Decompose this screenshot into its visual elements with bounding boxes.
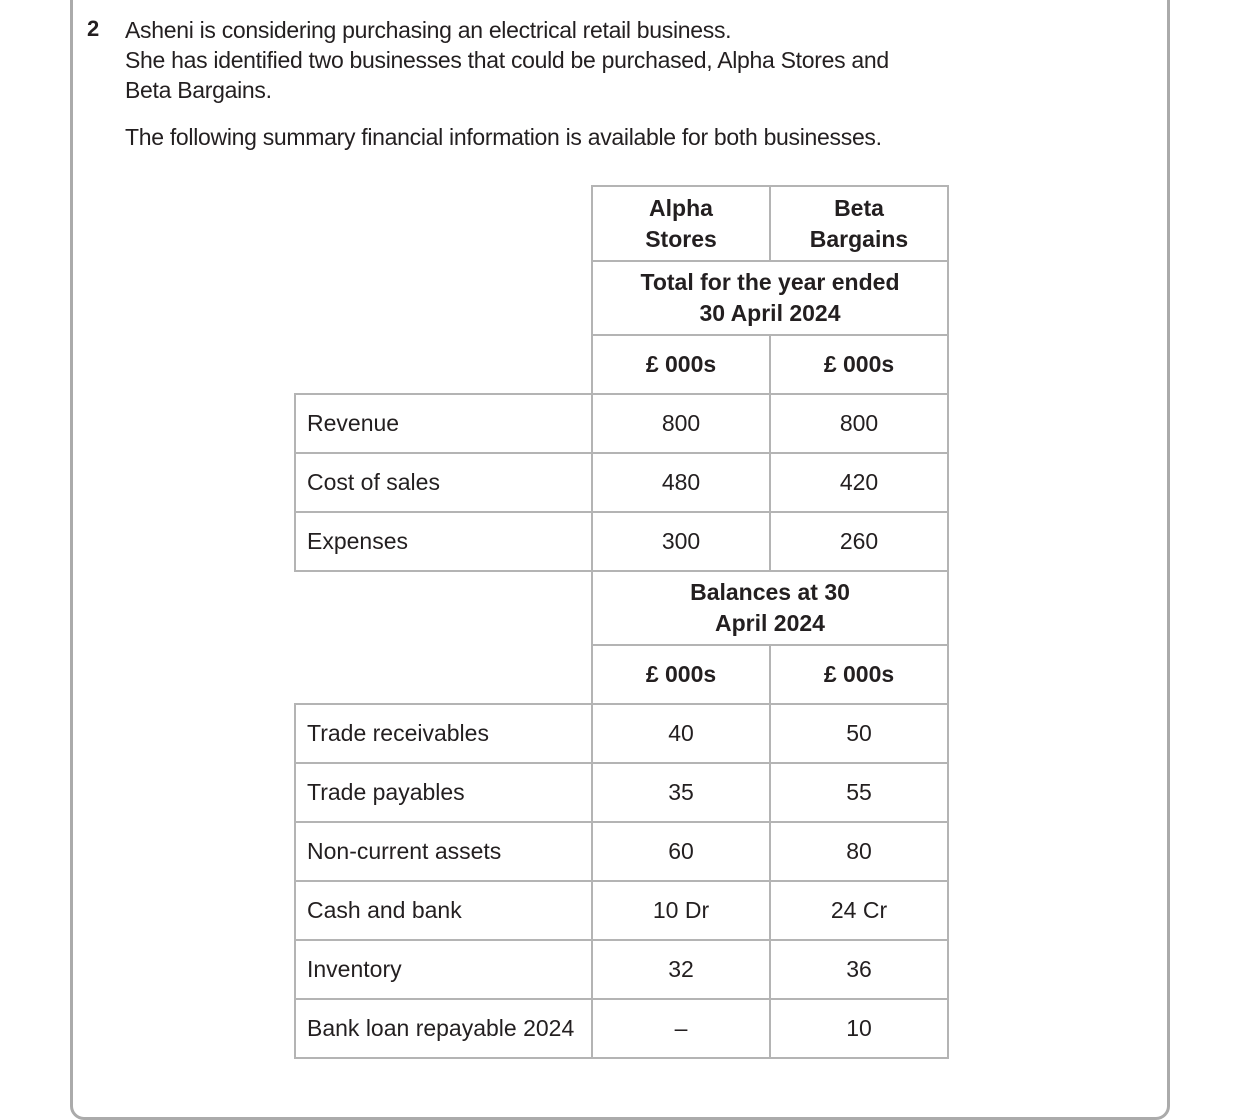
table-row xyxy=(295,453,948,512)
value-beta: 55 xyxy=(770,763,948,822)
intro-line: Asheni is considering purchasing an electrical retail business. xyxy=(125,17,732,43)
value-alpha: 40 xyxy=(592,704,770,763)
value-alpha: 10 Dr xyxy=(592,881,770,940)
value-alpha: 60 xyxy=(592,822,770,881)
table-row xyxy=(295,940,948,999)
intro-line: She has identified two businesses that could be purchased, Alpha Stores and xyxy=(125,47,889,73)
value-alpha: 300 xyxy=(592,512,770,571)
unit-beta: £ 000s xyxy=(770,645,948,704)
intro-line: Beta Bargains. xyxy=(125,77,272,103)
table-row xyxy=(295,512,948,571)
unit-alpha: £ 000s xyxy=(592,335,770,394)
table-row xyxy=(295,999,948,1058)
value-beta: 24 Cr xyxy=(770,881,948,940)
value-alpha: 480 xyxy=(592,453,770,512)
value-beta: 36 xyxy=(770,940,948,999)
table-row xyxy=(295,763,948,822)
value-beta: 800 xyxy=(770,394,948,453)
balances-heading: Balances at 30 April 2024 xyxy=(592,571,948,645)
row-label: Expenses xyxy=(295,512,592,571)
row-label: Non-current assets xyxy=(295,822,592,881)
value-beta: 420 xyxy=(770,453,948,512)
header-beta: Beta Bargains xyxy=(770,186,948,261)
row-label: Bank loan repayable 2024 xyxy=(295,999,592,1058)
question-intro xyxy=(125,15,889,105)
lead-text: The following summary financial information is available for both businesses. xyxy=(125,124,882,150)
unit-beta: £ 000s xyxy=(770,335,948,394)
table-row xyxy=(295,822,948,881)
value-beta: 50 xyxy=(770,704,948,763)
table-row xyxy=(295,704,948,763)
question-number: 2 xyxy=(87,16,100,41)
table-row xyxy=(295,881,948,940)
row-label: Cash and bank xyxy=(295,881,592,940)
table-row xyxy=(295,394,948,453)
value-beta: 10 xyxy=(770,999,948,1058)
value-alpha: 32 xyxy=(592,940,770,999)
value-beta: 260 xyxy=(770,512,948,571)
row-label: Trade payables xyxy=(295,763,592,822)
financial-table xyxy=(294,185,949,1059)
row-label: Cost of sales xyxy=(295,453,592,512)
row-label: Revenue xyxy=(295,394,592,453)
header-alpha: Alpha Stores xyxy=(592,186,770,261)
row-label: Trade receivables xyxy=(295,704,592,763)
row-label: Inventory xyxy=(295,940,592,999)
unit-alpha: £ 000s xyxy=(592,645,770,704)
period-heading: Total for the year ended 30 April 2024 xyxy=(592,261,948,335)
value-alpha: – xyxy=(592,999,770,1058)
value-alpha: 35 xyxy=(592,763,770,822)
value-alpha: 800 xyxy=(592,394,770,453)
value-beta: 80 xyxy=(770,822,948,881)
